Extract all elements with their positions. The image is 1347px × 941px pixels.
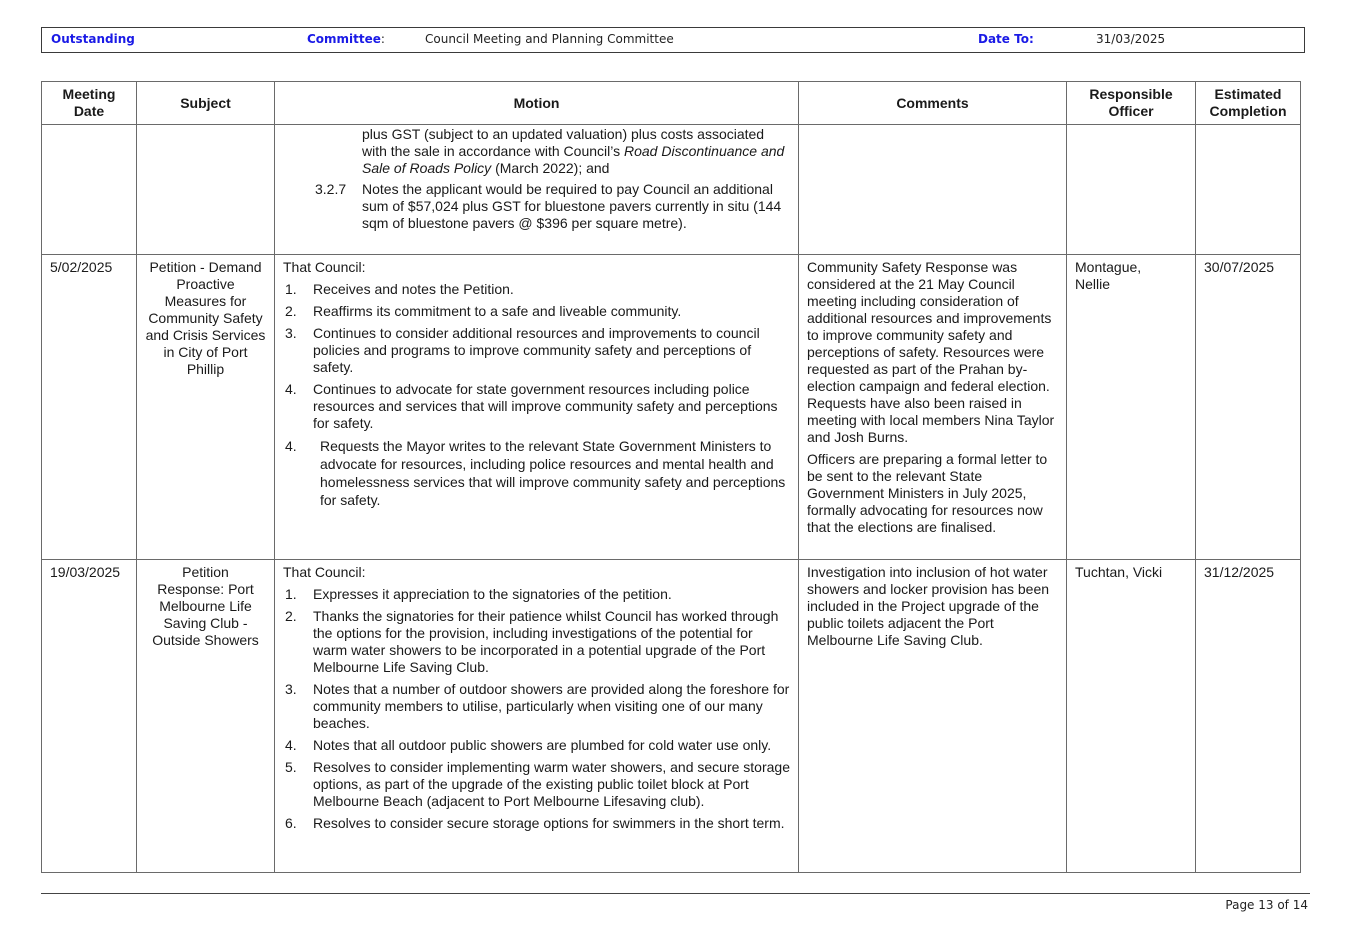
column-header-subject: Subject — [137, 82, 275, 125]
motion-item-number: 4. — [285, 737, 297, 753]
motion-item — [283, 381, 790, 432]
motion-item-number: 4. — [285, 381, 297, 397]
header-line: Estimated — [1214, 86, 1282, 102]
meeting-date-cell: 19/03/2025 — [42, 560, 137, 873]
comment-paragraph: Community Safety Response was considered at the 21 May Council meeting including consideration of additional resources and improvements to improve community safety and perceptions of safety. Resources were requested as part of the Prahan by-election campaign and federal election. Requests have also been raised in meeting with local members Nina Taylor and Josh Burns. — [807, 259, 1055, 445]
motion-cell — [275, 560, 799, 873]
motion-item — [283, 325, 790, 376]
subject-cell: Petition Response: Port Melbourne Life Saving Club - Outside Showers — [137, 560, 275, 873]
column-header-estimated-completion — [1196, 82, 1301, 125]
comment-paragraph: Officers are preparing a formal letter to be sent to the relevant State Government Ministers in July 2025, formally advocating for resources now that the elections are finalised. — [807, 451, 1048, 535]
motion-item — [283, 303, 790, 320]
motion-item-number: 4. — [285, 438, 297, 454]
estimated-completion-cell: 30/07/2025 — [1196, 255, 1301, 560]
subject-cell: Petition - Demand Proactive Measures for Community Safety and Crisis Services in City of Port Phillip — [137, 255, 275, 560]
motion-item-text: Receives and notes the Petition. — [313, 281, 514, 297]
motion-item-text: Thanks the signatories for their patience whilst Council has worked through the options for the provision, including investigations of the potential for warm water showers to be incorporated in a potential upgrade of the Port Melbourne Life Saving Club. — [313, 608, 779, 675]
header-line: Responsible — [1089, 86, 1173, 102]
comments-cell — [799, 255, 1067, 560]
committee-label: Committee — [307, 32, 381, 46]
estimated-completion-cell: 31/12/2025 — [1196, 560, 1301, 873]
sub-item-number: 3.2.7 — [315, 181, 347, 197]
column-header-motion: Motion — [275, 82, 799, 125]
committee-label-group — [307, 32, 385, 46]
motion-sub-item — [283, 181, 790, 232]
report-filter-header — [41, 27, 1305, 53]
motion-item-number: 2. — [285, 303, 297, 319]
motion-item — [283, 759, 790, 810]
header-line: Officer — [1108, 103, 1154, 119]
comments-cell — [799, 560, 1067, 873]
header-line: Date — [73, 103, 105, 119]
committee-colon: : — [380, 32, 385, 46]
motion-item — [283, 586, 790, 603]
motion-item-number: 1. — [285, 281, 297, 297]
comments-cell — [799, 125, 1067, 255]
policy-title: Road Discontinuance and Sale of Roads Policy — [362, 143, 785, 176]
column-header-meeting-date — [42, 82, 137, 125]
column-header-responsible-officer — [1067, 82, 1196, 125]
motion-item-text: Requests the Mayor writes to the relevant State Government Ministers to advocate for resources, including police resources and mental health and homelessness services that will improve community safety and perceptions for safety. — [320, 438, 786, 508]
header-line: Meeting — [62, 86, 116, 102]
estimated-completion-cell — [1196, 125, 1301, 255]
motion-item-text: Continues to consider additional resources and improvements to council policies and programs to improve community safety and perceptions of safety. — [313, 325, 760, 375]
page-number: Page 13 of 14 — [1225, 898, 1308, 912]
committee-value: Council Meeting and Planning Committee — [425, 32, 674, 46]
column-header-comments: Comments — [799, 82, 1067, 125]
motion-item-number: 2. — [285, 608, 297, 624]
motion-intro: That Council: — [283, 259, 366, 275]
footer-divider — [41, 893, 1310, 894]
responsible-officer-cell — [1067, 125, 1196, 255]
outstanding-actions-table — [41, 81, 1301, 873]
header-line: Completion — [1209, 103, 1287, 119]
responsible-officer-cell: Tuchtan, Vicki — [1067, 560, 1196, 873]
motion-item-number: 1. — [285, 586, 297, 602]
motion-item — [283, 608, 790, 676]
motion-item — [283, 281, 790, 298]
motion-item-number: 3. — [285, 681, 297, 697]
motion-item — [283, 737, 790, 754]
motion-item-number: 6. — [285, 815, 297, 831]
motion-item — [283, 437, 790, 509]
meeting-date-cell: 5/02/2025 — [42, 255, 137, 560]
motion-item-text: Notes that a number of outdoor showers are provided along the foreshore for community members to utilise, particularly when visiting one of our many beaches. — [313, 681, 790, 731]
motion-item-number: 5. — [285, 759, 297, 775]
motion-item-text: Reaffirms its commitment to a safe and liveable community. — [313, 303, 682, 319]
table-row — [42, 125, 1301, 255]
motion-item — [283, 815, 790, 832]
motion-list — [283, 586, 790, 832]
motion-item-text: Expresses it appreciation to the signatories of the petition. — [313, 586, 672, 602]
meeting-date-cell — [42, 125, 137, 255]
motion-item-text: Notes that all outdoor public showers are plumbed for cold water use only. — [313, 737, 772, 753]
motion-item-text: Resolves to consider secure storage options for swimmers in the short term. — [313, 815, 785, 831]
responsible-officer-cell: Montague, Nellie — [1067, 255, 1196, 560]
subject-cell — [137, 125, 275, 255]
motion-intro: That Council: — [283, 564, 366, 580]
comment-paragraph: Investigation into inclusion of hot water showers and locker provision has been included in the Project upgrade of the public toilets adjacent the Port Melbourne Life Saving Club. — [807, 564, 1050, 648]
motion-cell — [275, 125, 799, 255]
table-header-row — [42, 82, 1301, 125]
table-row — [42, 560, 1301, 873]
motion-cell — [275, 255, 799, 560]
motion-item-text: Continues to advocate for state government resources including police resources and services that will improve community safety and perceptions for safety. — [313, 381, 778, 431]
motion-text: (March 2022); and — [491, 160, 610, 176]
status-label: Outstanding — [51, 32, 135, 46]
date-to-value: 31/03/2025 — [1096, 32, 1166, 46]
motion-list — [283, 281, 790, 509]
motion-text: plus GST (subject to an updated valuation) plus costs associated with the sale in accordance with Council’s — [362, 126, 765, 159]
motion-item — [283, 681, 790, 732]
sub-item-text: Notes the applicant would be required to pay Council an additional sum of $57,024 plus GST for bluestone pavers currently in situ (144 sqm of bluestone pavers @ $396 per square metre). — [362, 181, 782, 231]
date-to-label: Date To: — [978, 32, 1034, 46]
motion-item-text: Resolves to consider implementing warm water showers, and secure storage options, as part of the upgrade of the existing public toilet block at Port Melbourne Beach (adjacent to Port Melbourne Lifesaving club). — [313, 759, 790, 809]
motion-item-number: 3. — [285, 325, 297, 341]
motion-continuation — [283, 126, 790, 177]
table-row — [42, 255, 1301, 560]
